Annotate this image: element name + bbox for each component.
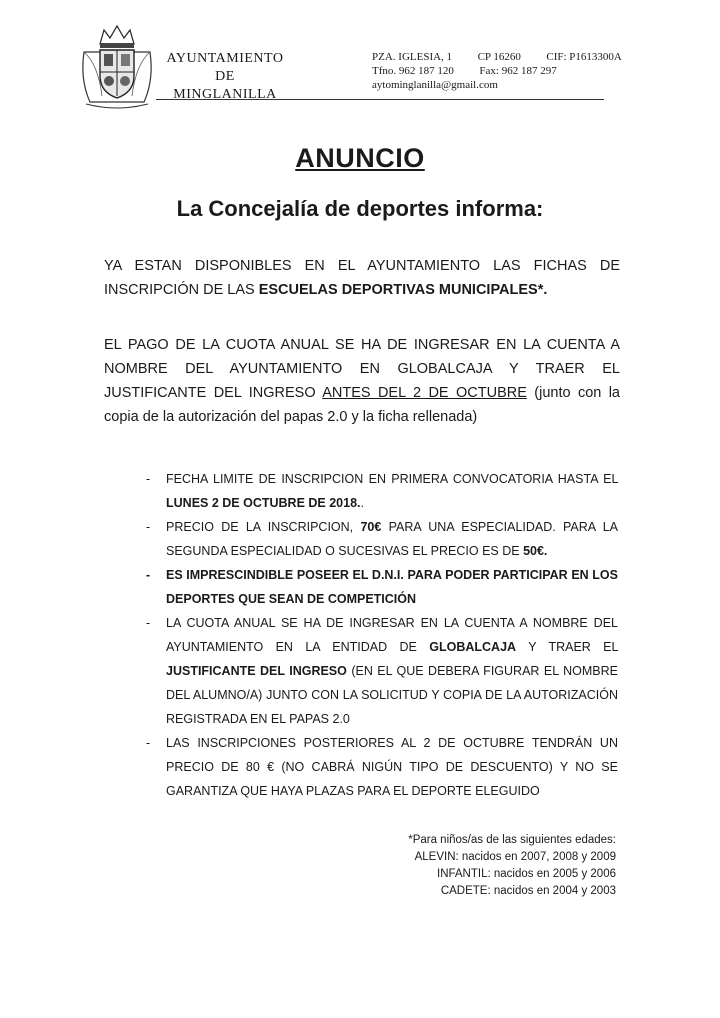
footnote-line: ALEVIN: nacidos en 2007, 2008 y 2009 [414, 851, 616, 863]
municipality-name [160, 50, 290, 104]
page-title: ANUNCIO [295, 143, 425, 173]
list-item [146, 563, 618, 611]
org-line-1: AYUNTAMIENTO [166, 51, 284, 66]
phone: Tfno. 962 187 120 [372, 65, 454, 77]
item-text: FECHA LIMITE DE INSCRIPCION EN PRIMERA CONVOCATORIA HASTA EL [166, 472, 618, 486]
p2-deadline: ANTES DEL 2 DE OCTUBRE [322, 385, 527, 401]
payment-paragraph [104, 333, 620, 429]
item-text: LA CUOTA ANUAL SE HA DE INGRESAR EN LA CUENTA A NOMBRE DEL AYUNTAMIENTO EN LA ENTIDAD DE [166, 616, 618, 654]
age-footnote [408, 832, 616, 900]
p1-bold: ESCUELAS DEPORTIVAS MUNICIPALES*. [258, 282, 548, 298]
p2-text-before: EL PAGO DE LA CUOTA ANUAL SE HA DE INGRESAR EN LA CUENTA A NOMBRE DEL AYUNTAMIENTO EN GLOBALCAJA Y TRAER EL JUSTIFICANTE DEL INGRESO [104, 337, 620, 401]
item-bold: LUNES 2 DE OCTUBRE DE 2018. [166, 496, 361, 510]
address: PZA. IGLESIA, 1 [372, 51, 453, 63]
cif: CIF: P1613300A [546, 51, 622, 63]
item-bold: JUSTIFICANTE DEL INGRESO [166, 664, 347, 678]
p1-text: YA ESTAN DISPONIBLES EN EL AYUNTAMIENTO LAS FICHAS DE INSCRIPCIÓN DE LAS [104, 258, 620, 298]
contact-row-1 [372, 50, 622, 64]
item-bold: ES IMPRESCINDIBLE POSEER EL D.N.I. PARA PODER PARTICIPAR EN LOS DEPORTES QUE SEAN DE COMPETICIÓN [166, 568, 618, 606]
conditions-list [146, 467, 618, 803]
org-line-2: DE [215, 69, 235, 84]
item-text: PARA UNA ESPECIALIDAD. PARA LA SEGUNDA ESPECIALIDAD O SUCESIVAS EL PRECIO ES DE [166, 520, 618, 558]
item-text: Y TRAER EL [528, 640, 618, 654]
footnote-line: INFANTIL: nacidos en 2005 y 2006 [437, 868, 616, 880]
email: aytominglanilla@gmail.com [372, 79, 498, 91]
list-item [146, 611, 618, 731]
coat-of-arms-icon [78, 22, 156, 110]
list-item [146, 467, 618, 515]
list-item [146, 731, 618, 803]
item-text: (EN EL QUE DEBERA FIGURAR EL NOMBRE DEL ALUMNO/A) JUNTO CON LA SOLICITUD Y COPIA DE LA AUTORIZACIÓN REGISTRADA EN EL PAPAS 2.0 [166, 664, 618, 726]
item-text: PRECIO DE LA INSCRIPCION, [166, 520, 354, 534]
availability-paragraph [104, 254, 620, 302]
contact-block [372, 50, 622, 92]
footnote-line: *Para niños/as de las siguientes edades: [408, 834, 616, 846]
fax: Fax: 962 187 297 [479, 65, 557, 77]
org-line-3: MINGLANILLA [173, 87, 277, 102]
item-text: LAS INSCRIPCIONES POSTERIORES AL 2 DE OCTUBRE TENDRÁN UN PRECIO DE 80 € (NO CABRÁ NIGÚN TIPO DE DESCUENTO) Y NO SE GARANTIZA QUE HAYA PLAZAS PARA EL DEPORTE ELEGUIDO [166, 736, 618, 798]
page-subtitle: La Concejalía de deportes informa: [176, 196, 544, 221]
postcode: CP 16260 [477, 51, 521, 63]
item-bold: GLOBALCAJA [429, 640, 517, 654]
footnote-line: CADETE: nacidos en 2004 y 2003 [440, 885, 616, 897]
contact-row-3 [372, 78, 622, 92]
item-text: . [360, 496, 364, 510]
list-item [146, 515, 618, 563]
contact-row-2 [372, 64, 622, 78]
p2-text-after: (junto con la copia de la autorización del papas 2.0 y la ficha rellenada) [104, 385, 620, 425]
header-divider [156, 99, 604, 100]
item-bold: 50€. [523, 544, 548, 558]
item-bold: 70€ [360, 520, 382, 534]
